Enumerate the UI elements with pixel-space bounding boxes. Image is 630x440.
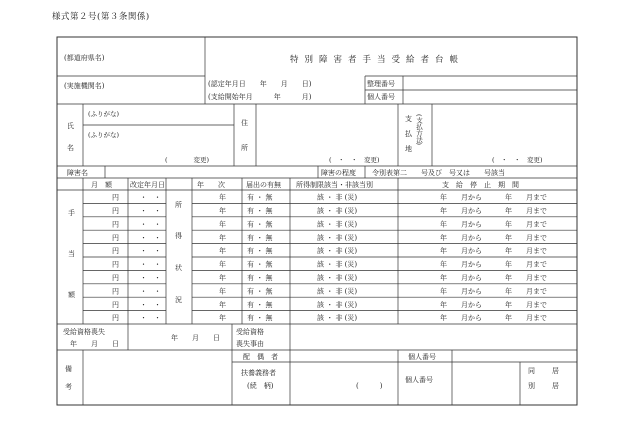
allowance-label-3: 額	[68, 291, 75, 299]
row-to: 年 月まで	[505, 287, 547, 296]
row-from: 年 月から	[440, 233, 482, 242]
row-date: ・ ・	[140, 274, 161, 282]
row-from: 年 月から	[440, 314, 482, 323]
payment-start-label: (支給開始年月 年 月)	[208, 93, 312, 101]
row-year: 年	[219, 287, 226, 296]
row-date: ・ ・	[140, 233, 161, 242]
row-yen: 円	[112, 247, 119, 256]
allowance-rows	[83, 193, 577, 323]
allowance-label-1: 手	[68, 209, 75, 217]
row-date: ・ ・	[140, 207, 161, 215]
report-header: 届出の有無	[246, 181, 281, 189]
row-report: 有 ・ 無	[247, 247, 273, 256]
row-report: 有 ・ 無	[247, 220, 273, 229]
row-yen: 円	[112, 287, 119, 296]
loss-date-sub: 年 月 日	[70, 340, 119, 348]
payee-label-3: 地	[405, 145, 412, 153]
supporter-label-2: (続 柄)	[247, 382, 274, 390]
row-limit: 該 ・ 非 (災)	[317, 220, 358, 229]
row-limit: 該 ・ 非 (災)	[317, 193, 358, 202]
payee-label-2: 払	[405, 130, 412, 138]
spouse-number-label: 個人番号	[408, 353, 436, 361]
row-to: 年 月まで	[505, 207, 547, 215]
address-label-1: 住	[241, 119, 248, 127]
income-label-1: 所	[175, 201, 182, 209]
row-limit: 該 ・ 非 (災)	[317, 247, 358, 256]
name-label-1: 氏	[67, 122, 74, 130]
form-title: 特別障害者手当受給者台帳	[290, 55, 465, 65]
supporter-paren: ( )	[356, 382, 383, 390]
name-change: ( 変更)	[165, 156, 210, 164]
allowance-label-2: 当	[68, 250, 75, 258]
row-from: 年 月から	[440, 207, 482, 215]
row-from: 年 月から	[440, 220, 482, 229]
furigana-1: (ふりがな)	[88, 110, 120, 118]
row-yen: 円	[112, 300, 119, 309]
row-yen: 円	[112, 207, 119, 215]
institution-label: (実施機関名)	[64, 82, 105, 90]
remarks-label-2: 考	[65, 383, 72, 391]
address-label-2: 所	[241, 144, 248, 152]
row-yen: 円	[112, 260, 119, 269]
form-caption: 様式第２号(第３条関係)	[52, 12, 150, 22]
row-yen: 円	[112, 193, 119, 202]
row-yen: 円	[112, 233, 119, 242]
monthly-amount-header: 月 額	[91, 181, 112, 189]
row-to: 年 月まで	[505, 260, 547, 269]
row-date: ・ ・	[140, 220, 161, 229]
row-yen: 円	[112, 314, 119, 323]
row-date: ・ ・	[140, 260, 161, 269]
ordinance-text: 令別表第二 号及び 号又は 号該当	[372, 169, 505, 177]
revision-header: 改定年月日	[130, 181, 165, 189]
income-label-4: 況	[175, 296, 182, 304]
row-from: 年 月から	[440, 260, 482, 269]
row-from: 年 月から	[440, 247, 482, 256]
row-year: 年	[219, 220, 226, 229]
row-report: 有 ・ 無	[247, 233, 273, 242]
row-to: 年 月まで	[505, 300, 547, 309]
loss-reason-label-1: 受給資格	[236, 328, 264, 336]
row-from: 年 月から	[440, 274, 482, 282]
suspension-header: 支 給 停 止 期 間	[442, 181, 519, 189]
row-year: 年	[219, 300, 226, 309]
row-year: 年	[219, 314, 226, 323]
row-to: 年 月まで	[505, 247, 547, 256]
row-from: 年 月から	[440, 287, 482, 296]
row-limit: 該 ・ 非 (災)	[317, 233, 358, 242]
remarks-label-1: 備	[65, 365, 72, 373]
row-year: 年	[219, 233, 226, 242]
row-to: 年 月まで	[505, 220, 547, 229]
row-from: 年 月から	[440, 193, 482, 202]
row-report: 有 ・ 無	[247, 287, 273, 296]
row-report: 有 ・ 無	[247, 300, 273, 309]
year-header: 年 次	[197, 181, 225, 189]
loss-reason-label-2: 喪失事由	[236, 340, 264, 348]
personal-number-label: 個人番号	[367, 93, 395, 101]
row-yen: 円	[112, 220, 119, 229]
row-date: ・ ・	[140, 300, 161, 309]
row-limit: 該 ・ 非 (災)	[317, 300, 358, 309]
row-report: 有 ・ 無	[247, 260, 273, 269]
row-limit: 該 ・ 非 (災)	[317, 287, 358, 296]
row-limit: 該 ・ 非 (災)	[317, 274, 358, 282]
row-year: 年	[219, 207, 226, 215]
row-date: ・ ・	[140, 247, 161, 256]
supporter-number-label: 個人番号	[405, 376, 433, 384]
payee-change: ( ・ ・ 変更)	[492, 156, 543, 164]
reg-number-label: 整理番号	[367, 80, 395, 88]
row-year: 年	[219, 247, 226, 256]
row-yen: 円	[112, 274, 119, 282]
loss-date-label: 受給資格喪失	[63, 328, 105, 336]
payment-method: (支払方法)	[415, 114, 423, 146]
name-label-2: 名	[67, 144, 74, 152]
cohabit-label-1: 同	[528, 367, 535, 375]
cohabit-label-2: 居	[552, 367, 559, 375]
disability-degree-label: 障害の程度	[321, 169, 356, 177]
row-report: 有 ・ 無	[247, 193, 273, 202]
row-year: 年	[219, 274, 226, 282]
row-date: ・ ・	[140, 193, 161, 202]
certified-date-label: (認定年月日 年 月 日)	[208, 80, 312, 88]
row-limit: 該 ・ 非 (災)	[317, 207, 358, 215]
separate-label-2: 居	[552, 382, 559, 390]
row-limit: 該 ・ 非 (災)	[317, 260, 358, 269]
payee-label-1: 支	[405, 115, 412, 123]
furigana-2: (ふりがな)	[88, 131, 120, 139]
row-limit: 該 ・ 非 (災)	[317, 314, 358, 323]
row-to: 年 月まで	[505, 274, 547, 282]
disability-name-label: 障害名	[67, 169, 88, 177]
limit-header: 所得制限該当・非該当別	[296, 181, 373, 189]
supporter-label-1: 扶養義務者	[241, 369, 276, 377]
address-change: ( ・ ・ 変更)	[329, 156, 380, 164]
income-label-2: 得	[175, 232, 182, 240]
row-year: 年	[219, 193, 226, 202]
row-year: 年	[219, 260, 226, 269]
row-date: ・ ・	[140, 287, 161, 296]
row-report: 有 ・ 無	[247, 314, 273, 323]
spouse-label: 配 偶 者	[243, 353, 278, 361]
row-to: 年 月まで	[505, 314, 547, 323]
row-report: 有 ・ 無	[247, 207, 273, 215]
row-to: 年 月まで	[505, 233, 547, 242]
row-date: ・ ・	[140, 314, 161, 323]
row-to: 年 月まで	[505, 193, 547, 202]
separate-label-1: 別	[528, 382, 535, 390]
loss-date-value: 年 月 日	[171, 334, 220, 342]
row-from: 年 月から	[440, 300, 482, 309]
income-label-3: 状	[175, 264, 182, 272]
prefecture-label: (都道府県名)	[64, 54, 105, 62]
row-report: 有 ・ 無	[247, 274, 273, 282]
